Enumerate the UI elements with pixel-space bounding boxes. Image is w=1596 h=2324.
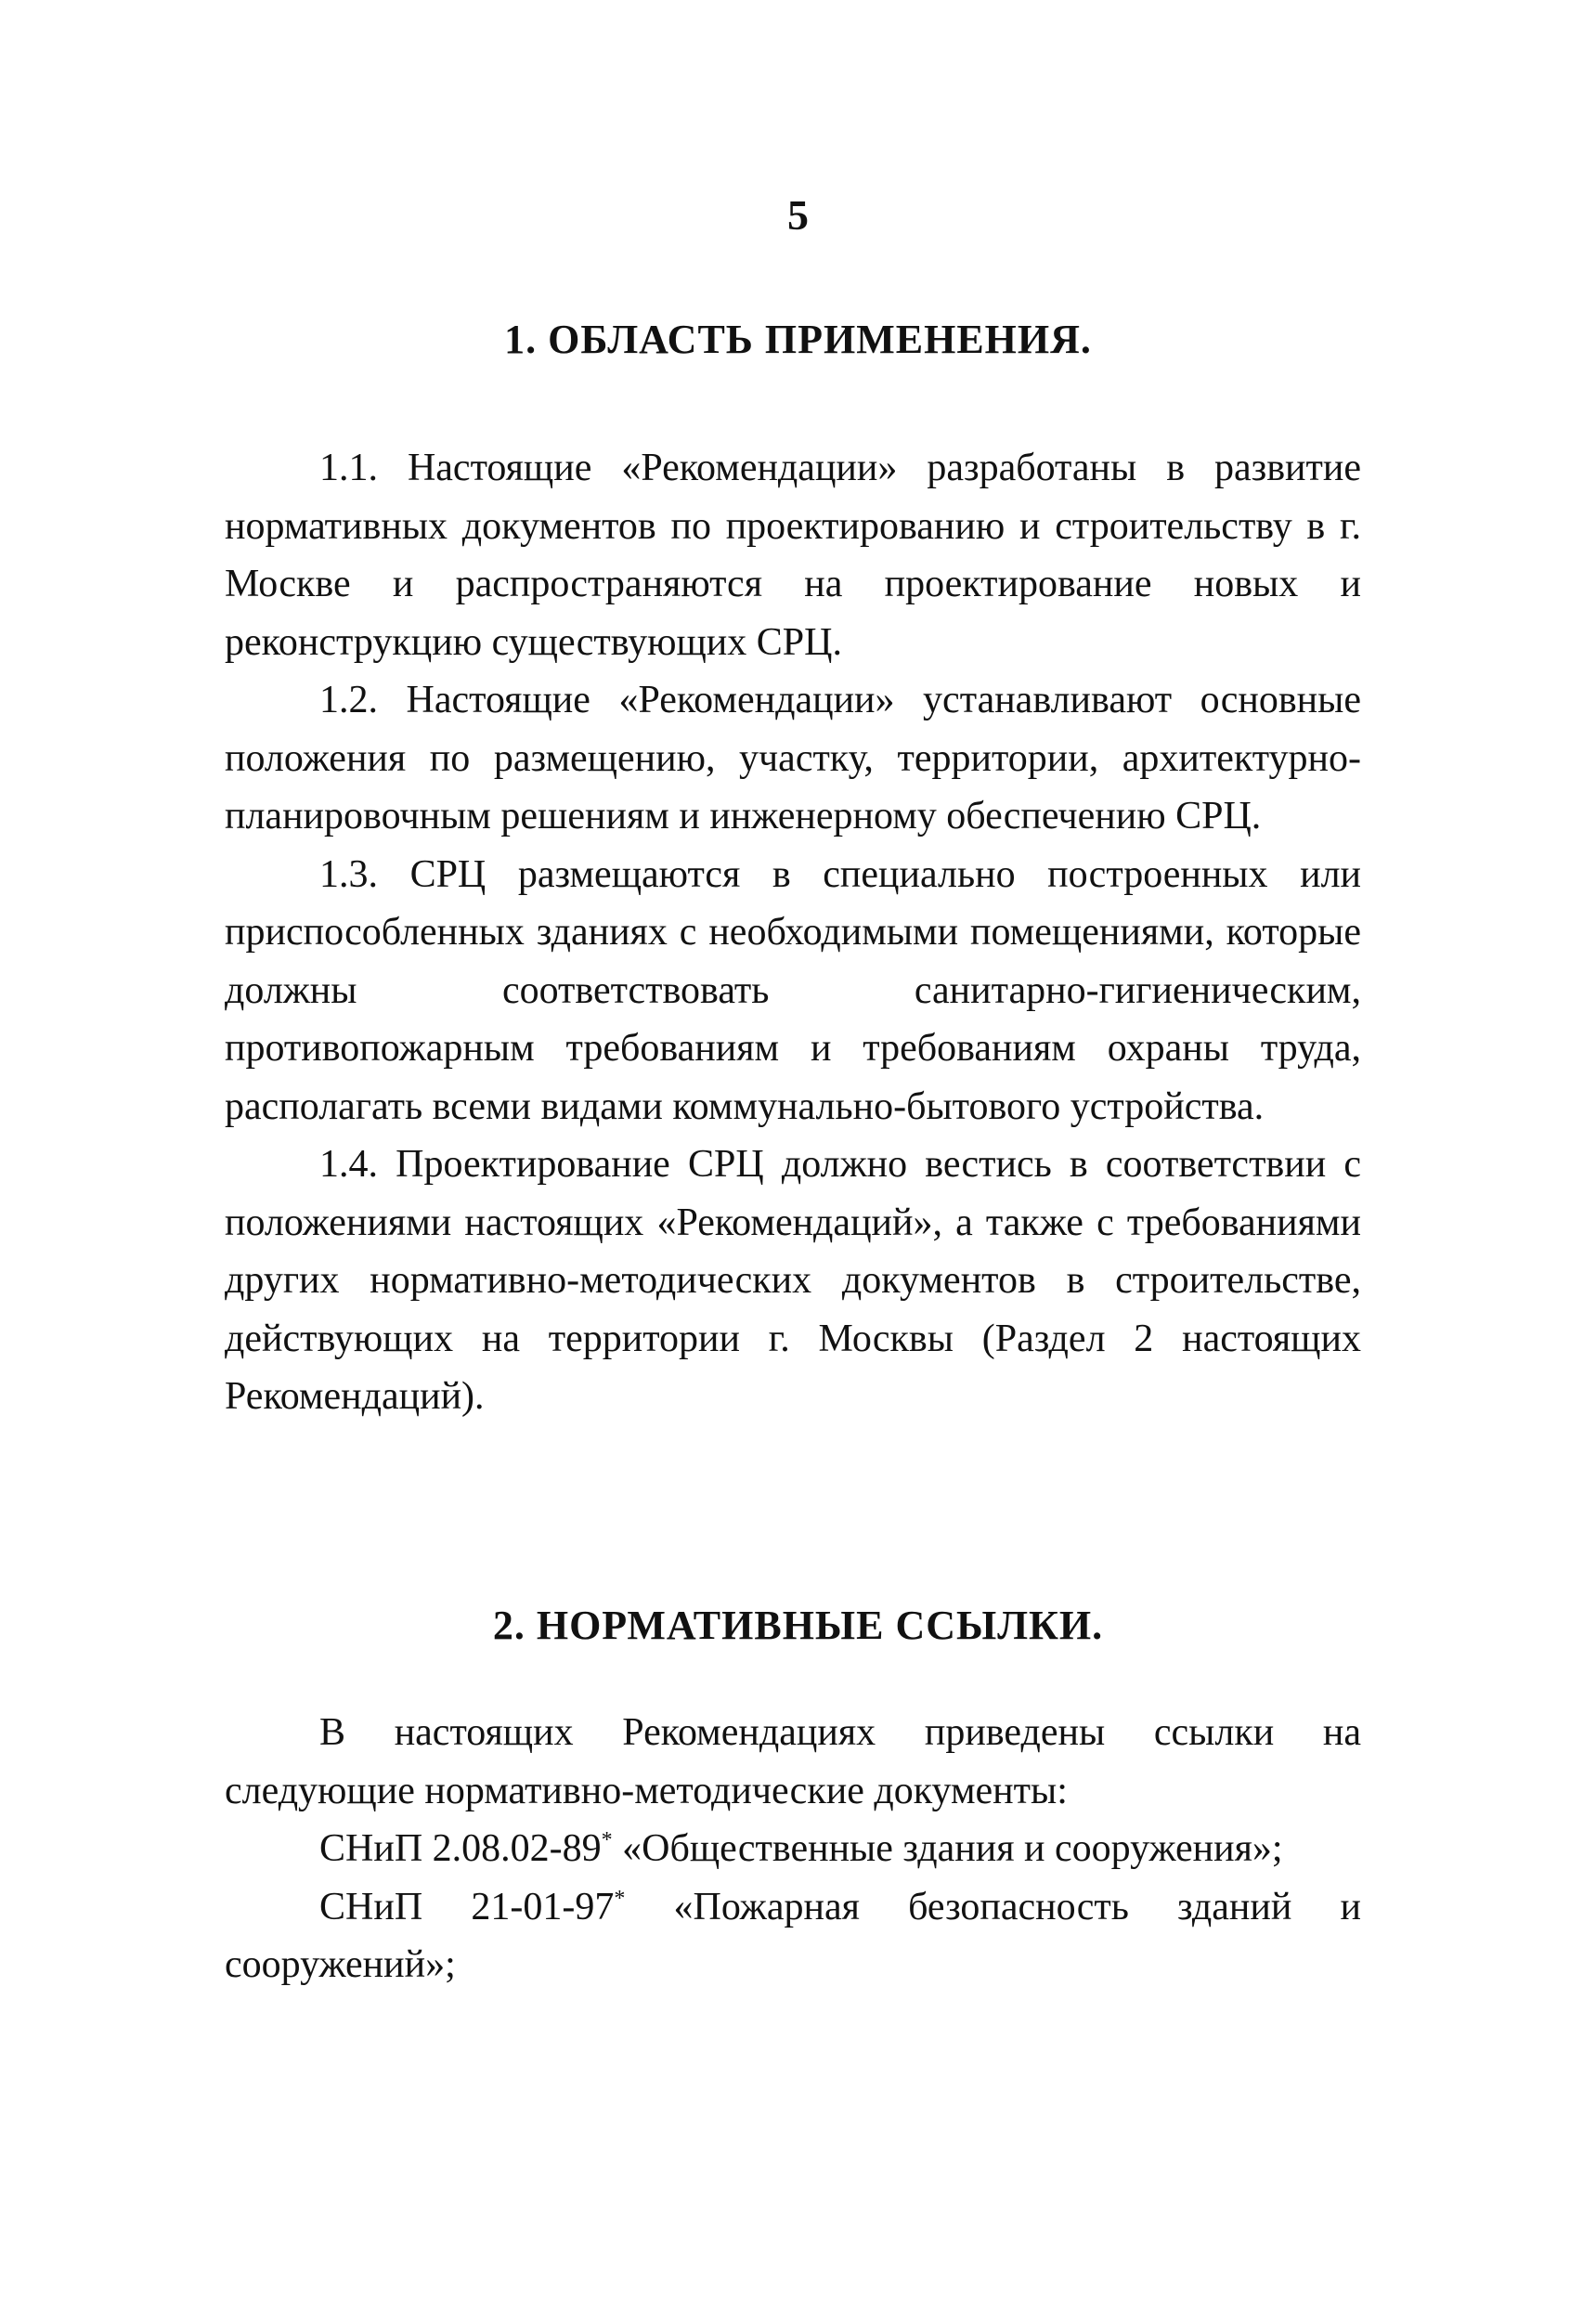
- paragraph-1-3: 1.3. СРЦ размещаются в специально построенных или приспособленных зданиях с необходимыми помещениями, которые должны соответствовать санитарно-гигиеническим, противопожарным требованиям и требованиям охраны труда, располагать всеми видами коммунально-бытового устройства.: [225, 852, 1361, 1128]
- reference-title: «Пожарная безопасность зданий и сооружений»;: [225, 1885, 1361, 1986]
- reference-asterisk: *: [614, 1886, 626, 1911]
- page-number: 5: [787, 191, 809, 239]
- paragraph-1-4: 1.4. Проектирование СРЦ должно вестись в соответствии с положениями настоящих «Рекомендаций», а также с требованиями других нормативно-методических документов в строительстве, действующих на территории г. Москвы (Раздел 2 настоящих Рекомендаций).: [225, 1143, 1361, 1418]
- reference-item: [225, 1820, 1361, 1878]
- section-1-heading: 1. ОБЛАСТЬ ПРИМЕНЕНИЯ.: [504, 317, 1092, 362]
- references-intro: В настоящих Рекомендациях приведены ссылки на следующие нормативно-методические документы:: [225, 1711, 1361, 1812]
- reference-code: СНиП 2.08.02-89: [319, 1827, 602, 1870]
- reference-code: СНиП 21-01-97: [319, 1885, 615, 1928]
- reference-title: «Общественные здания и сооружения»;: [612, 1827, 1283, 1870]
- section-1-body: [225, 439, 1361, 1426]
- reference-asterisk: *: [601, 1828, 613, 1852]
- paragraph-1-2: 1.2. Настоящие «Рекомендации» устанавливают основные положения по размещению, участку, территории, архитектурно-планировочным решениям и инженерному обеспечению СРЦ.: [225, 679, 1361, 837]
- section-2-body: [225, 1704, 1361, 1994]
- section-2-heading: 2. НОРМАТИВНЫЕ ССЫЛКИ.: [492, 1603, 1104, 1648]
- paragraph-1-1: 1.1. Настоящие «Рекомендации» разработаны в развитие нормативных документов по проектированию и строительству в г. Москве и распространяются на проектирование новых и реконструкцию существующих СРЦ.: [225, 447, 1361, 664]
- reference-item: [225, 1878, 1361, 1994]
